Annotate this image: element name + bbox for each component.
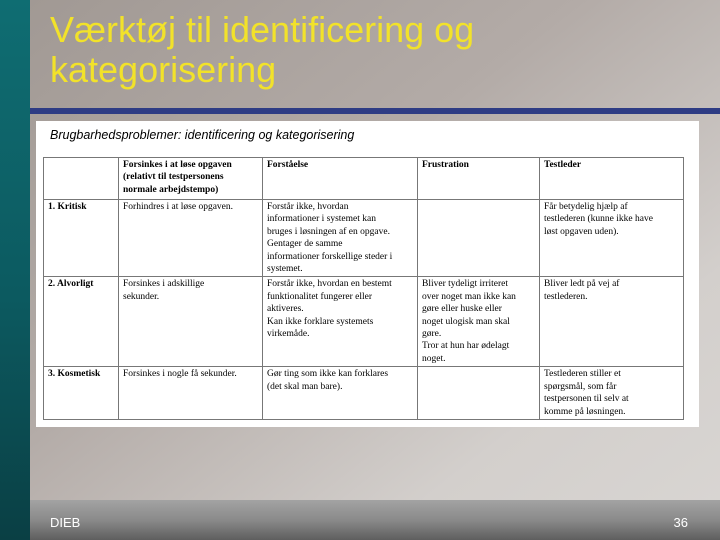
page-number: 36 bbox=[673, 515, 688, 530]
table-cell bbox=[418, 367, 540, 420]
left-accent-band bbox=[0, 0, 30, 540]
column-header-understanding: Forståelse bbox=[263, 158, 418, 200]
row-label-serious: 2. Alvorligt bbox=[44, 277, 119, 367]
title-divider bbox=[30, 108, 720, 114]
table-cell: Gør ting som ikke kan forklares (det skal man bare). bbox=[263, 367, 418, 420]
column-header-test-leader: Testleder bbox=[540, 158, 684, 200]
table-cell: Forstår ikke, hvordan informationer i systemet kan bruges i løsningen af en opgave. Gentager de samme informationer forskellige steder i systemet. bbox=[263, 200, 418, 277]
table-cell: Bliver ledt på vej af testlederen. bbox=[540, 277, 684, 367]
table-cell: Testlederen stiller et spørgsmål, som får testpersonen til selv at komme på løsningen. bbox=[540, 367, 684, 420]
table-panel bbox=[36, 121, 699, 427]
table-cell: Forsinkes i nogle få sekunder. bbox=[119, 367, 263, 420]
slide-title: Værktøj til identificering og kategorisering bbox=[50, 9, 475, 90]
table-row bbox=[44, 277, 684, 367]
table-cell: Bliver tydeligt irriteret over noget man ikke kan gøre eller huske eller noget ulogisk man skal gøre. Tror at hun har ødelagt noget. bbox=[418, 277, 540, 367]
table-cell: Forhindres i at løse opgaven. bbox=[119, 200, 263, 277]
row-label-cosmetic: 3. Kosmetisk bbox=[44, 367, 119, 420]
usability-problem-table bbox=[43, 157, 684, 420]
corner-header bbox=[44, 158, 119, 200]
table-row bbox=[44, 367, 684, 420]
table-cell: Forstår ikke, hvordan en bestemt funktionalitet fungerer eller aktiveres. Kan ikke forklare systemets virkemåde. bbox=[263, 277, 418, 367]
column-header-frustration: Frustration bbox=[418, 158, 540, 200]
table-cell: Får betydelig hjælp af testlederen (kunne ikke have løst opgaven uden). bbox=[540, 200, 684, 277]
table-heading: Brugbarhedsproblemer: identificering og kategorisering bbox=[50, 128, 355, 142]
column-header-delay: Forsinkes i at løse opgaven (relativt til testpersonens normale arbejdstempo) bbox=[119, 158, 263, 200]
row-label-critical: 1. Kritisk bbox=[44, 200, 119, 277]
footer-band bbox=[30, 500, 720, 540]
table-cell: Forsinkes i adskillige sekunder. bbox=[119, 277, 263, 367]
table-cell bbox=[418, 200, 540, 277]
table-header-row bbox=[44, 158, 684, 200]
table-row bbox=[44, 200, 684, 277]
footer-label: DIEB bbox=[50, 515, 81, 530]
